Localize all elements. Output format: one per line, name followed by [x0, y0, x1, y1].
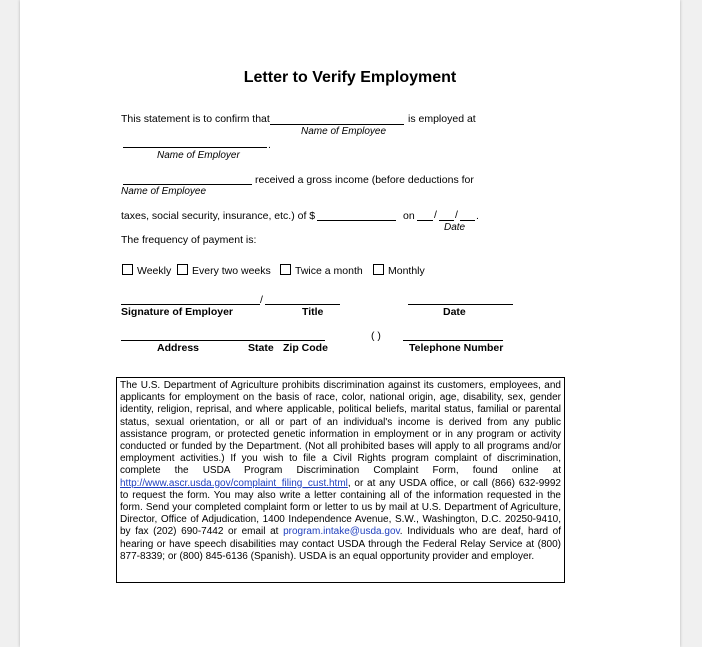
address-line[interactable] — [121, 340, 325, 341]
zip-code-label: Zip Code — [283, 342, 328, 354]
gross-income-text: received a gross income (before deductions for — [255, 174, 474, 186]
date-month-line[interactable] — [417, 220, 433, 221]
employee-name-line-2[interactable] — [123, 184, 252, 185]
every-two-weeks-checkbox[interactable] — [177, 264, 188, 275]
title-label: Title — [302, 306, 324, 318]
signature-line[interactable] — [121, 304, 260, 305]
date-day-line[interactable] — [439, 220, 454, 221]
telephone-label: Telephone Number — [409, 342, 504, 354]
date-slash-2: / — [455, 209, 458, 221]
date-signature-line[interactable] — [408, 304, 513, 305]
date-slash-1: / — [434, 209, 437, 221]
amount-line[interactable] — [317, 220, 396, 221]
deductions-text: taxes, social security, insurance, etc.) of $ — [121, 210, 316, 222]
date-label: Date — [443, 306, 466, 318]
name-of-employee-caption-2: Name of Employee — [121, 186, 207, 197]
date-period: . — [476, 210, 479, 222]
state-label: State — [248, 342, 274, 354]
frequency-text: The frequency of payment is: — [121, 234, 257, 246]
weekly-checkbox[interactable] — [122, 264, 133, 275]
twice-a-month-option[interactable]: Twice a month — [280, 264, 363, 277]
address-label: Address — [157, 342, 200, 354]
on-text: on — [403, 210, 415, 222]
usda-notice: The U.S. Department of Agriculture prohibits discrimination against its customers, employees, and applicants for employment on the basis of race, color, national origin, age, disability, sex, gender identity, religion, reprisal, and where applicable, political beliefs, marital status, familial or parental status, sexual orientation, or all or part of an individual's income is derived from any public assistance program, or protected genetic information in employment or in any program or activity conducted or funded by the Department. (Not all prohibited bases will apply to all programs and/or employment activities.) If you wish to file a Civil Rights program complaint of discrimination, complete the USDA Program Discrimination Complaint Form, found online at http://www.ascr.usda.gov/complaint_filing_cust.html, or at any USDA office, or call (866) 632-9992 to request the form. You may also write a letter containing all of the information requested in the form. Send your completed complaint form or letter to us by mail at U.S. Department of Agriculture, Director, Office of Adjudication, 1400 Independence Avenue, S.W., Washington, D.C. 20250-9410, by fax (202) 690-7442 or email at program.intake@usda.gov. Individuals who are deaf, hard of hearing or have speech disabilities may contact USDA through the Federal Relay Service at (800) 877-8339; or (800) 845-6136 (Spanish). USDA is an equal opportunity provider and employer. — [116, 377, 565, 583]
name-of-employee-caption: Name of Employee — [301, 126, 387, 137]
period-text: . — [268, 139, 271, 151]
document-page — [20, 0, 680, 647]
employee-name-line[interactable] — [270, 124, 404, 125]
monthly-checkbox[interactable] — [373, 264, 384, 275]
employer-name-line[interactable] — [123, 147, 267, 148]
title-line[interactable] — [265, 304, 340, 305]
name-of-employer-caption: Name of Employer — [157, 150, 240, 161]
every-two-weeks-option[interactable]: Every two weeks — [177, 264, 271, 277]
statement-text: This statement is to confirm that — [121, 113, 270, 125]
monthly-option[interactable]: Monthly — [373, 264, 425, 277]
weekly-option[interactable]: Weekly — [122, 264, 171, 277]
page-title: Letter to Verify Employment — [243, 69, 457, 86]
signature-title-slash: / — [260, 294, 263, 306]
complaint-form-link[interactable]: http://www.ascr.usda.gov/complaint_filing_cust.html — [120, 477, 348, 489]
date-year-line[interactable] — [460, 220, 475, 221]
date-caption: Date — [444, 222, 466, 233]
email-link[interactable]: program.intake@usda.gov — [283, 526, 400, 538]
area-code-parens: ( ) — [371, 330, 381, 342]
twice-a-month-checkbox[interactable] — [280, 264, 291, 275]
telephone-line[interactable] — [403, 340, 503, 341]
employed-at-text: is employed at — [408, 113, 476, 125]
signature-label: Signature of Employer — [121, 306, 234, 318]
